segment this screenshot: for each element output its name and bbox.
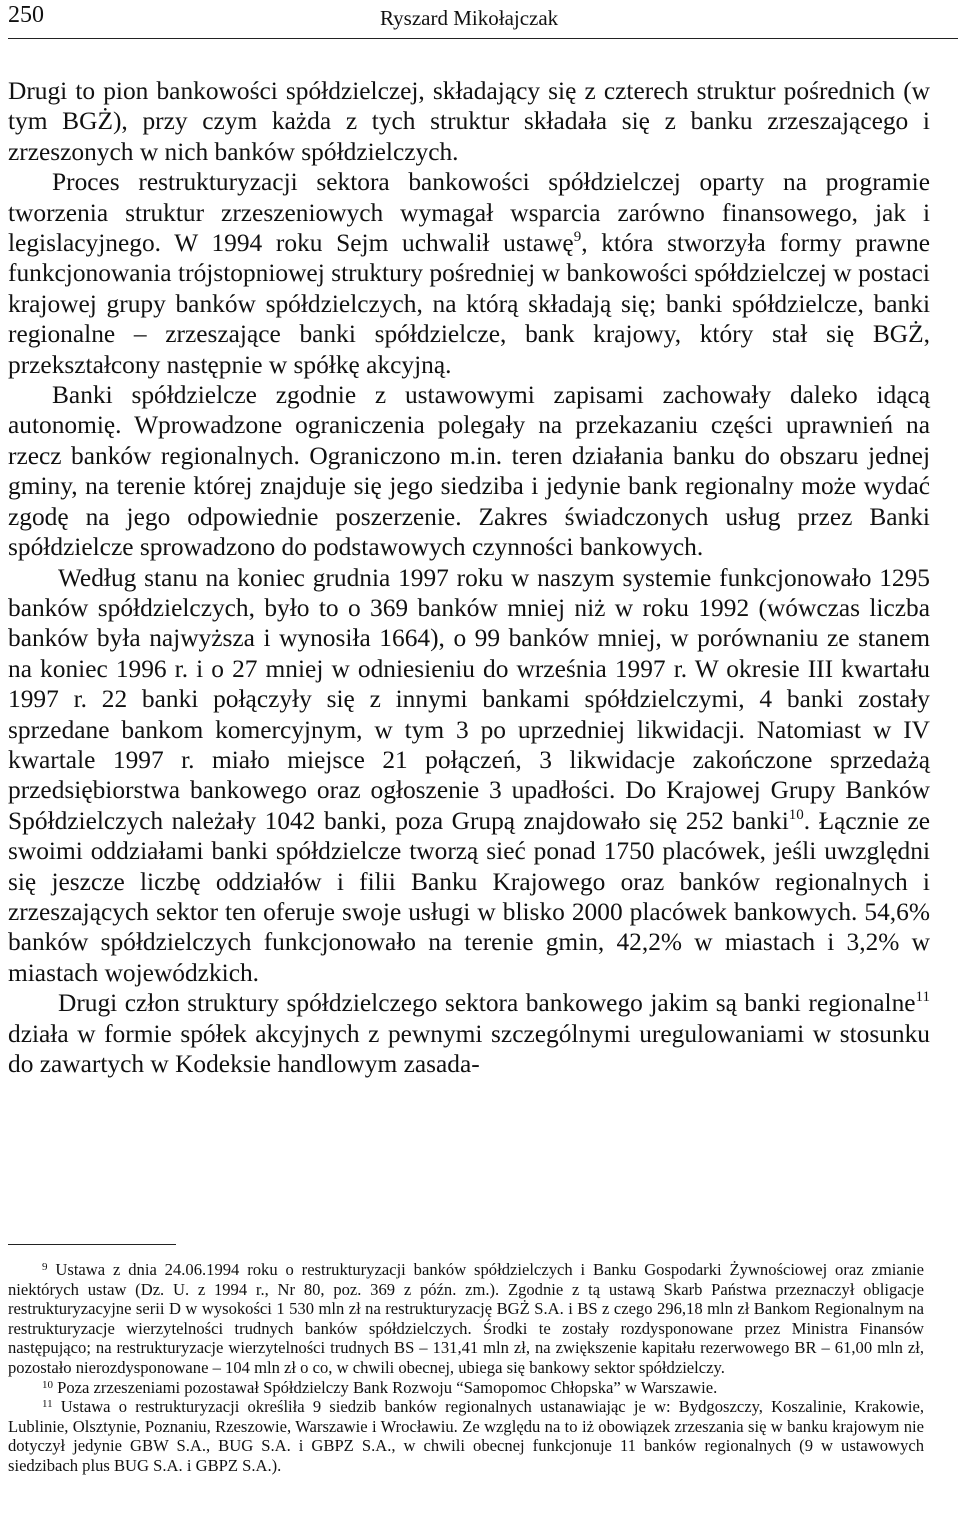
paragraph-5-text-b: działa w formie spółek akcyjnych z pewnymi szczególnymi uregulowaniami w stosunku do zawartych w Kodeksie handlowym zasada- xyxy=(8,1019,930,1078)
paragraph-4-text-b: . Łącznie ze swoimi oddziałami banki spółdzielcze tworzą sieć ponad 1750 placówek, jeśli uwzględni się jeszcze liczbę oddziałów i filii Banku Krajowego oraz banków regionalnych i zrzeszających sektor ten oferuje swoje usługi w blisko 2000 placówek bankowych. 54,6% banków spółdzielczych funkcjonowało na terenie gmin, 42,2% w miastach i 3,2% w miastach wojewódzkich. xyxy=(8,806,930,987)
paragraph-4-text-a: Według stanu na koniec grudnia 1997 roku w naszym systemie funkcjonowało 1295 banków spółdzielczych, było to o 369 banków mniej niż w roku 1992 (wówczas liczba banków była najwyższa i wynosiła 1664), o 99 banków mniej, w porównaniu ze stanem na koniec 1996 r. i o 27 mniej w odniesieniu do września 1997 r. W okresie III kwartału 1997 r. 22 banki połączyły się z innymi bankami spółdzielczymi, 4 banki zostały sprzedane bankom komercyjnym, w tym 3 po uprzedniej likwidacji. Natomiast w IV kwartale 1997 r. miało miejsce 21 połączeń, 3 likwidacje zakończone sprzedażą przedsiębiorstwa bankowego oraz ogłoszenie 3 upadłości. Do Krajowej Grupy Banków Spółdzielczych należały 1042 banki, poza Grupą znajdowało się 252 banki xyxy=(8,563,930,835)
footnote-separator xyxy=(8,1244,176,1245)
body-text xyxy=(8,76,930,1079)
paragraph-2-text-b: , która stworzyła formy prawne funkcjonowania trójstopniowej struktury pośredniej w bankowości spółdzielczej w postaci krajowej grupy banków spółdzielczych, na którą składają się; banki spółdzielcze, banki regionalne – zrzeszające banki spółdzielcze, bank krajowy, który stał się BGŻ, przekształcony następnie w spółkę akcyjną. xyxy=(8,229,930,379)
footnote-number: 10 xyxy=(42,1378,53,1391)
footnote-9 xyxy=(8,1260,924,1378)
footnote-ref-11: 11 xyxy=(915,989,930,1006)
paragraph-2 xyxy=(8,167,930,380)
footnote-11 xyxy=(8,1397,924,1475)
page-number: 250 xyxy=(8,2,44,28)
paragraph-2-text-a: Proces restrukturyzacji sektora bankowości spółdzielczej oparty na programie tworzenia struktur zrzeszeniowych wymagał wsparcia zarówno finansowego, jak i legislacyjnego. W 1994 roku Sejm uchwalił ustawę xyxy=(8,168,930,258)
footnote-text: Poza zrzeszeniami pozostawał Spółdzielczy Bank Rozwoju “Samopomoc Chłopska” w Warszawie. xyxy=(57,1377,718,1397)
footnote-10 xyxy=(8,1378,924,1398)
footnote-ref-10: 10 xyxy=(788,806,804,823)
footnotes xyxy=(8,1260,924,1476)
footnote-text: Ustawa o restrukturyzacji określiła 9 siedzib banków regionalnych ustanawiając je w: Bydgoszczy, Koszalinie, Krakowie, Lublinie, Olsztynie, Poznaniu, Rzeszowie, Warszawie i Wrocławiu. Ze względu na to iż obowiązek zrzeszania się w banku krajowym nie dotyczył jedynie GBW S.A., BUG S.A. i GBPZ S.A., w chwili obecnej funkcjonuje 11 banków regionalnych (9 w ustawowych siedzibach plus BUG S.A. i GBPZ S.A.). xyxy=(8,1397,924,1475)
running-head xyxy=(8,0,958,39)
paragraph-4 xyxy=(8,563,930,989)
paragraph-5 xyxy=(8,988,930,1079)
running-head-author: Ryszard Mikołajczak xyxy=(380,6,559,30)
footnote-number: 9 xyxy=(42,1261,48,1273)
footnote-ref-9: 9 xyxy=(573,229,582,246)
paragraph-1: Drugi to pion bankowości spółdzielczej, składający się z czterech struktur pośrednich (w tym BGŻ), przy czym każda z tych struktur składała się z banku zrzeszającego i zrzeszonych w nich banków spółdzielczych. xyxy=(8,77,930,166)
paragraph-5-text-a: Drugi człon struktury spółdzielczego sektora bankowego jakim są banki regionalne xyxy=(58,989,916,1018)
paragraph-3: Banki spółdzielcze zgodnie z ustawowymi zapisami zachowały daleko idącą autonomię. Wprowadzone ograniczenia polegały na przekazaniu części uprawnień na rzecz banków regionalnych. Ograniczono m.in. teren działania banku do obszaru jednej gminy, na terenie której znajduje się jego siedziba i jedynie bank regionalny może wydać zgodę na jego odpowiednie poszerzenie. Zakres świadczonych usług przez Banki spółdzielcze sprowadzono do podstawowych czynności bankowych. xyxy=(8,381,930,562)
footnote-number: 11 xyxy=(42,1398,53,1411)
footnote-text: Ustawa z dnia 24.06.1994 roku o restrukturyzacji banków spółdzielczych i Banku Gospodarki Żywnościowej oraz zmianie niektórych ustaw (Dz. U. z 1994 r., Nr 80, poz. 369 z późn. zm.). Zgodnie z tą ustawą Skarb Państwa przeznaczył obligacje restrukturyzacyjne serii D w wysokości 1 530 mln zł na restrukturyzację BGŻ S.A. i BS z czego 296,18 mln zł Bankom Regionalnym na restrukturyzacje wierzytelności trudnych banków spółdzielczych. Środki te zostały rozdysponowane przez Ministra Finansów następująco; na restrukturyzacje wierzytelności trudnych BS – 131,41 mln zł, na zwiększenie kapitału rezerwowego BR – 61,00 mln zł, pozostało nierozdysponowane – 104 mln zł o co, w chwili obecnej, ubiega się bankowy sektor spółdzielczy. xyxy=(8,1260,924,1377)
